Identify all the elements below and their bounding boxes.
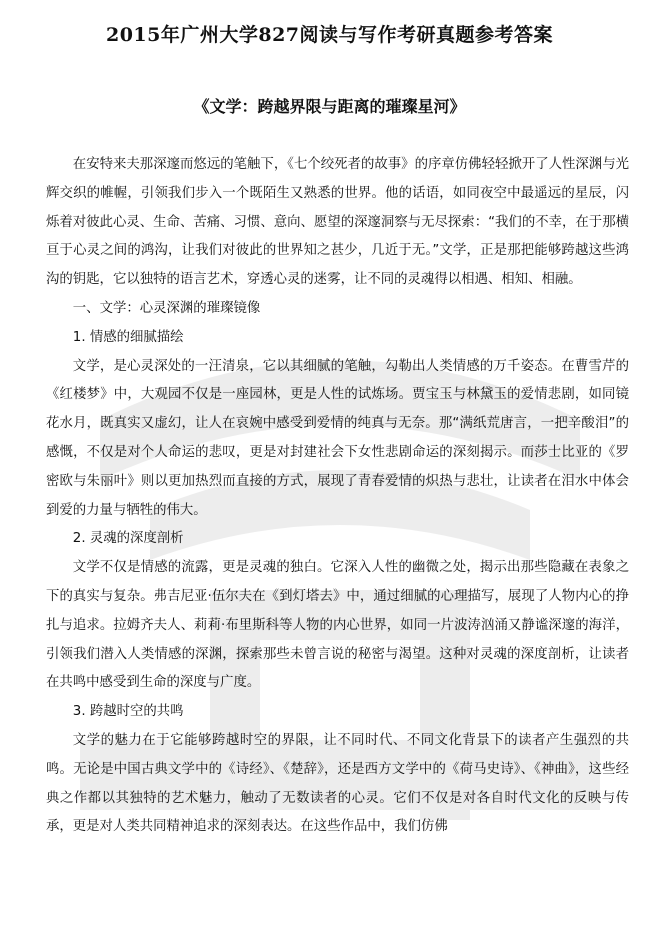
paragraph-2: 文学不仅是情感的流露，更是灵魂的独白。它深入人性的幽微之处，揭示出那些隐藏在表象之下的真实与复杂。弗吉尼亚·伍尔夫在《到灯塔去》中，通过细腻的心理描写，展现了人物内心的挣扎与追求。拉姆齐夫人、莉莉·布里斯科等人物的内心世界，如同一片波涛汹涌又静谧深邃的海洋，引领我们潜入人类情感的深渊，探索那些未曾言说的秘密与渴望。这种对灵魂的深度剖析，让读者在共鸣中感受到生命的深度与广度。 <box>46 560 629 691</box>
subheading-2: 2. 灵魂的深度剖析 <box>72 531 184 547</box>
intro-paragraph: 在安特来夫那深邃而悠远的笔触下，《七个绞死者的故事》的序章仿佛轻轻掀开了人性深渊与光辉交织的帷幄，引领我们步入一个既陌生又熟悉的世界。他的话语，如同夜空中最遥远的星辰，闪烁着对彼此心灵、生命、苦痛、习惯、意向、愿望的深邃洞察与无尽探索：“我们的不幸，在于那横亘于心灵之间的鸿沟，让我们对彼此的世界知之甚少，几近于无。”文学，正是那把能够跨越这些鸿沟的钥匙，它以独特的语言艺术，穿透心灵的迷雾，让不同的灵魂得以相遇、相知、相融。 <box>46 157 629 288</box>
subheading-1: 1. 情感的细腻描绘 <box>72 329 184 345</box>
subheading-3: 3. 跨越时空的共鸣 <box>72 704 184 720</box>
section-heading-1: 一、文学：心灵深渊的璀璨镜像 <box>72 300 261 316</box>
paragraph-3: 文学的魅力在于它能够跨越时空的界限，让不同时代、不同文化背景下的读者产生强烈的共鸣。无论是中国古典文学中的《诗经》、《楚辞》，还是西方文学中的《荷马史诗》、《神曲》，这些经典之作都以其独特的艺术魅力，触动了无数读者的心灵。它们不仅是对各自时代文化的反映与传承，更是对人类共同精神追求的深刻表达。在这些作品中，我们仿佛 <box>46 732 629 835</box>
essay-body <box>46 151 629 842</box>
document-title: 2015年广州大学827阅读与写作考研真题参考答案 <box>105 24 554 46</box>
essay-subtitle: 《文学：跨越界限与距离的璀璨星河》 <box>193 97 466 116</box>
paragraph-1: 文学，是心灵深处的一汪清泉，它以其细腻的笔触，勾勒出人类情感的万千姿态。在曹雪芹的《红楼梦》中，大观园不仅是一座园林，更是人性的试炼场。贾宝玉与林黛玉的爱情悲剧，如同镜花水月，既真实又虚幻，让人在哀婉中感受到爱情的纯真与无奈。那“满纸荒唐言，一把辛酸泪”的感慨，不仅是对个人命运的悲叹，更是对封建社会下女性悲剧命运的深刻揭示。而莎士比亚的《罗密欧与朱丽叶》则以更加热烈而直接的方式，展现了青春爱情的炽热与悲壮，让读者在泪水中体会到爱的力量与牺牲的伟大。 <box>46 358 629 518</box>
